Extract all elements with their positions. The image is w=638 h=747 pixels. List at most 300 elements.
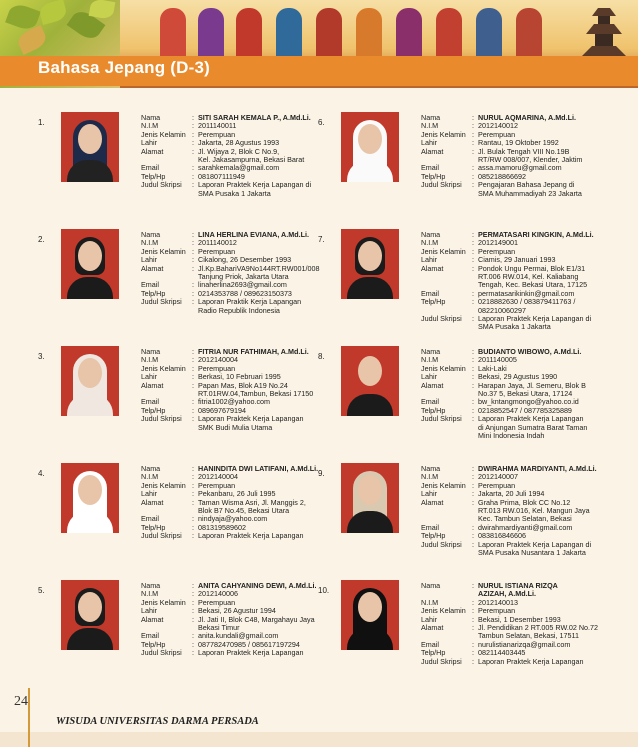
value-telp-cont: 082210060297 <box>478 305 526 315</box>
colon: : <box>472 163 474 173</box>
label-nama: Nama <box>141 581 161 590</box>
value-telp: 081319589602 <box>198 522 246 532</box>
value-telp: 087782470985 / 085617197294 <box>198 639 300 649</box>
value-lahir: Jakarta, 20 Juli 1994 <box>478 489 545 499</box>
value-nama: LINA HERLINA EVIANA, A.Md.Li. <box>198 230 310 239</box>
graduate-entry <box>38 110 338 225</box>
value-telp: 083816846606 <box>478 531 526 541</box>
label-skripsi-cont <box>421 190 472 198</box>
value-jk: Perempuan <box>478 129 516 139</box>
graduate-entry <box>318 227 618 342</box>
info-row-skripsi-cont <box>421 190 621 198</box>
colon: : <box>192 405 194 415</box>
colon: : <box>192 297 194 307</box>
label-lahir: Lahir <box>141 372 157 382</box>
value-jk: Perempuan <box>478 246 516 256</box>
colon: : <box>192 280 194 290</box>
colon: : <box>192 597 194 607</box>
label-skripsi: Judul Skripsi <box>421 539 462 549</box>
graduate-info <box>421 231 621 332</box>
value-nama: SITI SARAH KEMALA P., A.Md.Li. <box>198 113 311 122</box>
entry-number: 1. <box>38 118 45 127</box>
value-skripsi: Laporan Praktek Kerja Lapangan di <box>198 180 312 190</box>
label-lahir: Lahir <box>141 489 157 499</box>
label-skripsi: Judul Skripsi <box>141 180 182 190</box>
label-skripsi: Judul Skripsi <box>141 648 182 658</box>
value-email: anita.kundali@gmail.com <box>198 631 279 641</box>
value-alamat-cont: Blok B7 No.45, Bekasi Utara <box>198 506 290 516</box>
value-jk: Perempuan <box>478 606 516 616</box>
face-shape <box>78 241 102 271</box>
face-shape <box>78 124 102 154</box>
label-email: Email <box>421 163 439 173</box>
value-lahir: Ciamis, 29 Januari 1993 <box>478 255 556 265</box>
value-email: bw_kntangmongo@yahoo.co.id <box>478 397 579 407</box>
graduate-info <box>421 348 621 440</box>
label-telp: Telp/Hp <box>421 405 446 415</box>
entry-number: 4. <box>38 469 45 478</box>
colon: : <box>472 597 474 607</box>
label-nama: Nama <box>141 230 161 239</box>
value-skripsi-cont: SMK Budi Mulia Utama <box>198 422 273 432</box>
value-telp: 0214353788 / 089623150373 <box>198 288 292 298</box>
info-row-nama <box>421 114 621 122</box>
graduate-info <box>421 582 621 666</box>
colon: : <box>472 363 474 373</box>
value-alamat: Jl.Kp.BahariVA9No144RT.RW001/008 <box>198 263 320 273</box>
colon: : <box>192 146 194 156</box>
label-email: Email <box>421 522 439 532</box>
value-alamat: Jl. Wijaya 2, Blok C No.9, <box>198 146 280 156</box>
colon: : <box>192 121 194 131</box>
info-row-skripsi-cont <box>141 424 341 432</box>
label-alamat: Alamat <box>141 380 164 390</box>
label-telp: Telp/Hp <box>141 639 166 649</box>
label-alamat: Alamat <box>421 623 444 633</box>
colon: : <box>472 623 474 633</box>
value-nama: NURUL ISTIANA RIZQA <box>478 581 558 590</box>
info-row-alamat <box>141 616 341 624</box>
colon: : <box>192 514 194 524</box>
colon: : <box>192 397 194 407</box>
label-nama: Nama <box>421 230 441 239</box>
value-skripsi: Laporan Praktek Kerja Lapangan di <box>478 314 592 324</box>
label-nim: N.I.M <box>141 589 159 599</box>
value-nim: 2012140006 <box>198 589 238 599</box>
value-nama: HANINDITA DWI LATIFANI, A.Md.Li. <box>198 464 319 473</box>
graduate-photo <box>341 463 399 533</box>
value-nim: 2012140004 <box>198 472 238 482</box>
label-skripsi: Judul Skripsi <box>141 531 182 541</box>
colon: : <box>472 405 474 415</box>
colon: : <box>192 472 194 482</box>
label-nim: N.I.M <box>141 238 159 248</box>
label-alamat: Alamat <box>141 497 164 507</box>
label-telp: Telp/Hp <box>141 171 166 181</box>
colon: : <box>472 472 474 482</box>
value-alamat: Harapan Jaya, Jl. Semeru, Blok B <box>478 380 586 390</box>
colon: : <box>472 180 474 190</box>
colon: : <box>192 522 194 532</box>
value-skripsi: Laporan Praktek Kerja Lapangan <box>478 656 584 666</box>
colon: : <box>192 464 194 473</box>
label-lahir: Lahir <box>421 372 437 382</box>
info-row-skripsi <box>421 658 621 666</box>
value-skripsi-cont: SMA Pusaka Nusantara 1 Jakarta <box>478 548 586 558</box>
graduate-photo <box>61 580 119 650</box>
graduate-photo <box>61 463 119 533</box>
entry-number: 7. <box>318 235 325 244</box>
graduate-entry <box>38 227 338 342</box>
value-skripsi-cont: Radio Republik Indonesia <box>198 305 280 315</box>
label-email: Email <box>141 163 159 173</box>
value-nama: ANITA CAHYANING DEWI, A.Md.Li. <box>198 581 317 590</box>
label-telp: Telp/Hp <box>421 297 446 307</box>
label-lahir: Lahir <box>421 489 437 499</box>
colon: : <box>472 246 474 256</box>
graduate-photo <box>341 112 399 182</box>
photo-body <box>67 277 113 299</box>
value-lahir: Bekasi, 1 Desember 1993 <box>478 614 561 624</box>
graduate-photo <box>61 229 119 299</box>
value-telp: 085218866692 <box>478 171 526 181</box>
label-telp: Telp/Hp <box>421 171 446 181</box>
graduate-info <box>141 582 341 658</box>
value-nim: 2012140004 <box>198 355 238 365</box>
label-skripsi-cont <box>141 307 192 315</box>
graduate-info <box>141 465 341 541</box>
colon: : <box>472 397 474 407</box>
label-nama: Nama <box>141 347 161 356</box>
value-telp: 0218882630 / 083879411763 / <box>478 297 576 307</box>
label-lahir: Lahir <box>421 138 437 148</box>
value-lahir: Jakarta, 28 Agustus 1993 <box>198 138 280 148</box>
colon: : <box>472 539 474 549</box>
label-nim: N.I.M <box>421 355 439 365</box>
value-nama-cont: AZIZAH, A.Md.Li. <box>478 589 537 599</box>
face-shape <box>358 356 382 386</box>
info-row-nama <box>141 114 341 122</box>
label-email: Email <box>421 639 439 649</box>
label-email: Email <box>141 280 159 290</box>
value-nim: 2012149001 <box>478 238 518 248</box>
value-email: nurulistianarizqa@gmail.com <box>478 639 571 649</box>
colon: : <box>472 497 474 507</box>
entry-number: 10. <box>318 586 330 595</box>
footer-text: WISUDA UNIVERSITAS DARMA PERSADA <box>56 716 259 727</box>
label-jk: Jenis Kelamin <box>141 597 186 607</box>
face-shape <box>358 475 382 505</box>
graduate-info <box>141 348 341 432</box>
value-jk: Perempuan <box>198 246 236 256</box>
colon: : <box>192 138 194 148</box>
value-nama: DWIRAHMA MARDIYANTI, A.Md.Li. <box>478 464 597 473</box>
label-skripsi-cont <box>421 432 472 440</box>
graduate-info <box>141 231 341 315</box>
label-lahir: Lahir <box>421 614 437 624</box>
graduate-info <box>421 465 621 557</box>
colon: : <box>472 263 474 273</box>
info-row-nama <box>421 231 621 239</box>
label-telp: Telp/Hp <box>141 405 166 415</box>
info-row-nama-cont <box>421 590 621 598</box>
colon: : <box>192 113 194 122</box>
label-alamat: Alamat <box>421 263 444 273</box>
colon: : <box>192 171 194 181</box>
label-nama: Nama <box>421 464 441 473</box>
face-shape <box>78 592 102 622</box>
label-jk: Jenis Kelamin <box>141 480 186 490</box>
value-lahir: Pekanbaru, 26 Juli 1995 <box>198 489 276 499</box>
label-nama: Nama <box>421 113 441 122</box>
colon: : <box>472 606 474 616</box>
label-nim: N.I.M <box>141 121 159 131</box>
label-nama: Nama <box>141 464 161 473</box>
colon: : <box>192 163 194 173</box>
info-row-skripsi-cont <box>141 307 341 315</box>
colon: : <box>472 380 474 390</box>
label-alamat: Alamat <box>421 497 444 507</box>
value-skripsi: Pengajaran Bahasa Jepang di <box>478 180 575 190</box>
graduate-photo <box>341 346 399 416</box>
face-shape <box>78 358 102 388</box>
page-number: 24 <box>14 694 28 709</box>
colon: : <box>192 355 194 365</box>
label-jk: Jenis Kelamin <box>421 129 466 139</box>
graduate-entry <box>318 461 618 576</box>
value-nim: 2012140007 <box>478 472 518 482</box>
label-skripsi: Judul Skripsi <box>141 297 182 307</box>
colon: : <box>192 255 194 265</box>
colon: : <box>472 581 474 590</box>
info-row-nama <box>141 348 341 356</box>
colon: : <box>472 480 474 490</box>
info-row-skripsi <box>141 649 341 657</box>
label-alamat: Alamat <box>421 380 444 390</box>
label-nim: N.I.M <box>141 472 159 482</box>
value-nim: 2012140012 <box>478 121 518 131</box>
photo-body <box>347 277 393 299</box>
value-jk: Perempuan <box>198 480 236 490</box>
label-alamat: Alamat <box>141 263 164 273</box>
label-jk: Jenis Kelamin <box>421 480 466 490</box>
face-shape <box>358 592 382 622</box>
colon: : <box>472 121 474 131</box>
label-lahir: Lahir <box>141 138 157 148</box>
value-email: linaherlina2693@gmail.com <box>198 280 287 290</box>
colon: : <box>192 263 194 273</box>
value-lahir: Cikalong, 26 Desember 1993 <box>198 255 292 265</box>
colon: : <box>192 639 194 649</box>
label-skripsi: Judul Skripsi <box>421 314 462 324</box>
value-jk: Perempuan <box>198 363 236 373</box>
label-alamat-cont <box>421 273 472 281</box>
colon: : <box>192 230 194 239</box>
colon: : <box>472 489 474 499</box>
value-skripsi: Laporan Praktik Kerja Lapangan <box>198 297 302 307</box>
colon: : <box>192 497 194 507</box>
value-jk: Perempuan <box>198 129 236 139</box>
colon: : <box>192 631 194 641</box>
colon: : <box>472 230 474 239</box>
value-jk: Perempuan <box>198 597 236 607</box>
colon: : <box>192 480 194 490</box>
label-alamat: Alamat <box>141 146 164 156</box>
footer-divider <box>28 688 30 747</box>
label-nama: Nama <box>421 581 441 590</box>
colon: : <box>192 380 194 390</box>
graduate-entry <box>38 344 338 459</box>
label-skripsi: Judul Skripsi <box>421 656 462 666</box>
label-jk: Jenis Kelamin <box>141 363 186 373</box>
value-skripsi-cont: Mini Indonesia Indah <box>478 431 545 441</box>
label-nim: N.I.M <box>421 238 439 248</box>
value-email: dwirahmardiyanti@gmail.com <box>478 522 573 532</box>
info-row-skripsi-cont <box>421 549 621 557</box>
value-email: nindyaja@yahoo.com <box>198 514 268 524</box>
graduate-photo <box>61 112 119 182</box>
face-shape <box>358 124 382 154</box>
label-lahir: Lahir <box>141 255 157 265</box>
colon: : <box>472 656 474 666</box>
entry-number: 6. <box>318 118 325 127</box>
colon: : <box>472 138 474 148</box>
label-telp: Telp/Hp <box>141 288 166 298</box>
colon: : <box>472 347 474 356</box>
entry-number: 2. <box>38 235 45 244</box>
label-nim: N.I.M <box>421 472 439 482</box>
value-alamat: Jl. Bulak Tengah VIII No.19B <box>478 146 570 156</box>
colon: : <box>472 522 474 532</box>
value-alamat-cont: Kec. Tambun Selatan, Bekasi <box>478 514 572 524</box>
value-jk: Perempuan <box>478 480 516 490</box>
entry-number: 5. <box>38 586 45 595</box>
graduate-info <box>421 114 621 198</box>
value-nama: BUDIANTO WIBOWO, A.Md.Li. <box>478 347 582 356</box>
colon: : <box>192 238 194 248</box>
colon: : <box>472 297 474 307</box>
value-telp: 082114403445 <box>478 648 526 658</box>
footer-bar <box>0 732 638 747</box>
colon: : <box>472 288 474 298</box>
value-alamat: Jl. Jati II, Blok C48, Margahayu Jaya <box>198 614 315 624</box>
value-alamat: Graha Prima, Blok CC No.12 <box>478 497 571 507</box>
colon: : <box>472 171 474 181</box>
graduate-entry <box>318 344 618 459</box>
value-skripsi-cont: SMA Pusaka 1 Jakarta <box>478 322 551 332</box>
label-telp: Telp/Hp <box>421 648 446 658</box>
label-nim: N.I.M <box>141 355 159 365</box>
value-skripsi-cont: SMA Muhammadiyah 23 Jakarta <box>478 188 582 198</box>
label-lahir: Lahir <box>421 255 437 265</box>
colon: : <box>192 606 194 616</box>
value-alamat-cont: Tambun Selatan, Bekasi, 17511 <box>478 631 579 641</box>
colon: : <box>192 614 194 624</box>
label-skripsi-cont <box>141 424 192 432</box>
label-email: Email <box>141 514 159 524</box>
colon: : <box>192 648 194 658</box>
colon: : <box>192 347 194 356</box>
info-row-nama <box>141 465 341 473</box>
info-row-skripsi-cont <box>421 432 621 440</box>
colon: : <box>472 113 474 122</box>
value-alamat-cont: Bekasi Timur <box>198 623 240 633</box>
label-email: Email <box>141 397 159 407</box>
value-email: assa.mamoru@gmail.com <box>478 163 562 173</box>
graduate-entry <box>38 578 338 693</box>
value-skripsi: Laporan Praktek Kerja Lapangan <box>198 531 304 541</box>
value-lahir: Berkasi, 10 Februari 1995 <box>198 372 281 382</box>
label-skripsi: Judul Skripsi <box>421 414 462 424</box>
value-telp: 089697679194 <box>198 405 246 415</box>
colon: : <box>192 372 194 382</box>
colon: : <box>472 238 474 248</box>
label-email: Email <box>141 631 159 641</box>
colon: : <box>472 129 474 139</box>
colon: : <box>192 363 194 373</box>
info-row-nama <box>141 231 341 239</box>
label-nama: Nama <box>141 113 161 122</box>
value-skripsi: Laporan Praktek Kerja Lapangan <box>198 648 304 658</box>
face-shape <box>358 241 382 271</box>
value-alamat: Pondok Ungu Permai, Blok E1/31 <box>478 263 586 273</box>
value-alamat-cont: RT.01RW.04,Tambun, Bekasi 17150 <box>198 389 314 399</box>
value-nama: NURUL AQMARINA, A.Md.Li. <box>478 113 576 122</box>
graduate-entry <box>38 461 338 576</box>
label-email: Email <box>421 288 439 298</box>
colon: : <box>472 464 474 473</box>
entry-number: 3. <box>38 352 45 361</box>
value-jk: Laki-Laki <box>478 363 507 373</box>
info-row-nama <box>141 582 341 590</box>
label-skripsi-cont <box>141 190 192 198</box>
label-telp: Telp/Hp <box>141 522 166 532</box>
colon: : <box>472 648 474 658</box>
value-alamat: Taman Wisma Asri, Jl. Manggis 2, <box>198 497 306 507</box>
value-email: sarahkemala@gmail.com <box>198 163 280 173</box>
colon: : <box>472 355 474 365</box>
colon: : <box>472 255 474 265</box>
value-nim: 2011140005 <box>478 355 517 365</box>
label-jk: Jenis Kelamin <box>421 606 466 616</box>
label-jk: Jenis Kelamin <box>141 246 186 256</box>
label-skripsi: Judul Skripsi <box>421 180 462 190</box>
value-nim: 2012140013 <box>478 597 518 607</box>
value-lahir: Bekasi, 29 Agustus 1990 <box>478 372 558 382</box>
colon: : <box>192 581 194 590</box>
colon: : <box>192 129 194 139</box>
value-skripsi: Laporan Praktek Kerja Lapangan <box>198 414 304 424</box>
label-skripsi-cont <box>421 549 472 557</box>
value-email: fitria1002@yahoo.com <box>198 397 271 407</box>
value-alamat-cont: RT.013 RW.016, Kel. Mangun Jaya <box>478 506 590 516</box>
value-skripsi-cont: di Anjungan Sumatra Barat Taman <box>478 422 588 432</box>
colon: : <box>472 314 474 324</box>
value-telp: 081807111949 <box>198 171 245 181</box>
label-telp: Telp/Hp <box>421 531 446 541</box>
face-shape <box>78 475 102 505</box>
photo-body <box>347 394 393 416</box>
value-nim: 2011140011 <box>198 121 237 131</box>
value-lahir: Rantau, 19 Oktober 1992 <box>478 138 559 148</box>
label-nama: Nama <box>421 347 441 356</box>
colon: : <box>472 639 474 649</box>
info-row-skripsi-cont <box>421 323 621 331</box>
graduate-photo <box>341 229 399 299</box>
colon: : <box>472 414 474 424</box>
value-nama: FITRIA NUR FATHIMAH, A.Md.Li. <box>198 347 309 356</box>
entry-number: 9. <box>318 469 325 478</box>
